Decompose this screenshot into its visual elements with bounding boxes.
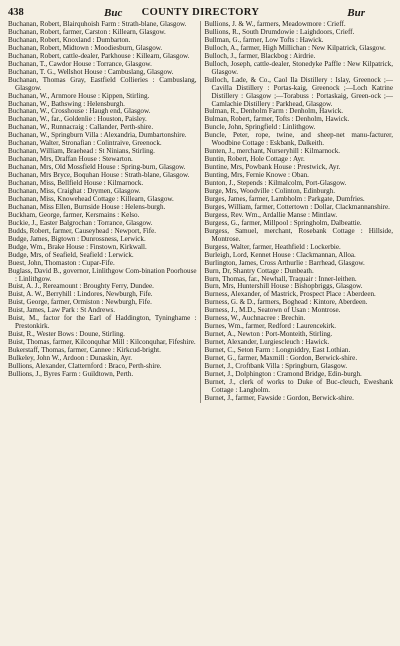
page-number: 438 (8, 7, 24, 18)
directory-entry: Buchanan, Mrs Bryce, Boquhan House : Strath-blane, Glasgow. (8, 171, 190, 180)
directory-entry: Buchanan, William, Braehead : St Ninians, Stirling. (8, 147, 155, 156)
directory-entry: Bulkeley, John W., Ardoon : Dunaskin, Ayr. (8, 354, 133, 363)
directory-entry: Bulloch, Lade, & Co., Caol Ila Distillery : Islay, Greenock ;—Cavilla Distillery : Portas-kaig, Greenock ;—Loch Katrine Distillery : Glasgow ;—Torabuss : Portaskaig, Green-ock ;—Camlachie Distillery : Parkhead, Glasgow. (204, 75, 393, 108)
directory-entry: Buist, M., factor for the Earl of Haddington, Tyninghame : Prestonkirk. (8, 314, 197, 331)
directory-entry: Burnet, J., Croftbank Villa : Springburn, Glasgow. (204, 361, 348, 370)
directory-entry: Buchanan, T. G., Wellshot House : Cambuslang, Glasgow. (8, 67, 174, 76)
directory-entry: Buchanan, Robert, farmer, Carston : Killearn, Glasgow. (8, 27, 166, 36)
directory-entry: Bunting, Mrs, Fernie Knowe : Oban. (204, 171, 309, 180)
directory-entry: Buist, James, Law Park : St Andrews. (8, 306, 115, 315)
directory-entry: Burgess, Samuel, merchant, Rosebank Cottage : Hillside, Montrose. (204, 226, 393, 243)
directory-entry: Bullions, J., Byres Farm : Guildtown, Perth. (8, 369, 134, 378)
directory-entry: Bulloch, J., farmer, Blackbog : Airdrie. (204, 51, 316, 60)
directory-entry: Burnet, Alexander, Lurgiescleuch : Hawick. (204, 338, 330, 347)
directory-entry: Bullman, G., farmer, Low Tofts : Hawick. (204, 35, 324, 44)
directory-entry: Buchanan, Walter, Stronafian : Colintraive, Greenock. (8, 139, 162, 148)
directory-entry: Budge, James, Bigtown : Dunrossness, Lerwick. (8, 234, 146, 243)
directory-entry: Buchanan, Thomas Gray, Eastfield Collieries : Cambuslang, Glasgow. (8, 75, 197, 92)
directory-entry: Burnet, J., Dolphington : Cramond Bridge, Edin-burgh. (204, 369, 362, 378)
guideword-left: Buc (104, 7, 123, 19)
directory-entry: Buchanan, W., Bathswing : Helensburgh. (8, 99, 125, 108)
directory-entry: Burges, William, farmer, Cottertown : Dollar, Clackmannanshire. (204, 202, 390, 211)
directory-entry: Burnet, J., clerk of works to Duke of Buc-cleuch, Eweshank Cottage : Langholm. (204, 377, 393, 394)
directory-entry: Burn, Dr, Shantry Cottage : Dunbeath. (204, 266, 314, 275)
directory-entry: Buckham, George, farmer, Kersmains : Kelso. (8, 210, 140, 219)
directory-entry: Buchanan, Robert, Midtown : Moodiesburn, Glasgow. (8, 43, 163, 52)
directory-entry: Buist, A. W., Berryhill : Lindores, Newburgh, Fife. (8, 290, 153, 299)
directory-entry: Burness, W., Auchnacree : Brechin. (204, 314, 306, 323)
directory-entry: Bunten, J., merchant, Nurseryhill : Kilmarnock. (204, 147, 341, 156)
directory-entry: Buncle, John, Springfield : Linlithgow. (204, 123, 316, 132)
directory-entry: Burn, Thomas, far., Newhall, Traquair : Inner-leithen. (204, 274, 357, 283)
directory-entry: Burnet, J., farmer, Fawside : Gordon, Berwick-shire. (204, 393, 354, 402)
directory-entry: Buchanan, Miss, Craighat : Drymen, Glasgow. (8, 187, 141, 196)
directory-entry: Burleigh, Lord, Kennet House : Clackmannan, Alloa. (204, 250, 356, 259)
directory-entry: Bullions, R., South Drumdowie : Laighdoors, Crieff. (204, 27, 355, 36)
directory-entry: Bukerstaff, Thomas, farmer, Cannee : Kirkcud-bright. (8, 346, 161, 355)
directory-entry: Buchanan, Robert, Blairquhoish Farm : Strath-blane, Glasgow. (8, 20, 187, 28)
directory-entry: Burnet, A., Newton : Port-Monteith, Stirling. (204, 330, 333, 339)
directory-entry: Buglass, David B., governor, Linlithgow Com-bination Poorhouse : Linlithgow. (8, 266, 197, 283)
directory-entry: Budds, Robert, farmer, Causeyhead : Newport, Fife. (8, 226, 157, 235)
right-column (200, 21, 394, 403)
directory-entry: Buchanan, Mrs, Draffan House : Stewarton. (8, 155, 133, 164)
directory-entry: Burge, Mrs, Woodville : Colinton, Edinburgh. (204, 187, 335, 196)
directory-entry: Buckie, J., Easter Balgrochan : Torrance, Glasgow. (8, 218, 153, 227)
directory-entry: Burness, Alexander, of Mastrick, Prospect Place : Aberdeen. (204, 290, 376, 299)
directory-entry: Burnet, C., Seton Farm : Longniddry, East Lothian. (204, 346, 351, 355)
directory-entry: Buchanan, W., far., Goldenlie : Houston, Paisley. (8, 115, 147, 124)
directory-entry: Bunton, J., Stepends : Kilmalcolm, Port-Glasgow. (204, 179, 347, 188)
directory-entry: Buchanan, W., Crosshouse : Haugh end, Glasgow. (8, 107, 151, 116)
directory-entry: Buchanan, W., Runnacraig : Callander, Perth-shire. (8, 123, 154, 132)
guideword-right: Bur (347, 7, 365, 19)
directory-entry: Buchanan, Robert, cattle-dealer, Parkhouse : Killearn, Glasgow. (8, 51, 190, 60)
directory-entry: Bulloch, A., farmer, High Millichan : New Kilpatrick, Glasgow. (204, 43, 386, 52)
directory-entry: Burges, James, farmer, Lambholm : Parkgate, Dumfries. (204, 194, 365, 203)
directory-entry: Bullions, J. & W., farmers, Meadowmore : Crieff. (204, 20, 346, 28)
directory-entry: Bulloch, Joseph, cattle-dealer, Stonedyke Paffle : New Kilpatrick, Glasgow. (204, 59, 393, 76)
directory-entry: Buntine, Mrs, Powbank House : Prestwick, Ayr. (204, 163, 341, 172)
directory-entry: Budge, Mrs, of Seafield, Seafield : Lerwick. (8, 250, 134, 259)
directory-entry: Burn, Mrs, Huntershill House : Bishopbriggs, Glasgow. (204, 282, 363, 291)
directory-entry: Buest, John, Thomaston : Cupar-Fife. (8, 258, 115, 267)
directory-entry: Buchanan, Robert, Knoxland : Dumbarton. (8, 35, 131, 44)
directory-entry: Buist, George, farmer, Ormiston : Newburgh, Fife. (8, 298, 152, 307)
directory-entry: Bulman, R., Denholm Farm : Denholm, Hawick. (204, 107, 344, 116)
directory-entry: Burgess, Rev. Wm., Ardallie Manse : Mintlaw. (204, 210, 338, 219)
directory-entry: Burgess, G., farmer, Millpool : Springholm, Dalbeattie. (204, 218, 362, 227)
directory-entry: Bulman, Robert, farmer, Tofts : Denholm, Hawick. (204, 115, 350, 124)
directory-entry: Burlington, James, Cross Arthurlie : Barrhead, Glasgow. (204, 258, 365, 267)
entry-columns (8, 21, 393, 403)
directory-entry: Burgess, Walter, farmer, Heathfield : Lockerbie. (204, 242, 341, 251)
directory-entry: Buncle, Peter, rope, twine, and sheep-net manu-facturer, Woodbine Cottage : Eskbank, Dalkeith. (204, 131, 393, 148)
left-column (8, 21, 200, 403)
directory-entry: Burness, J., M.D., Seatown of Usan : Montrose. (204, 306, 341, 315)
directory-entry: Buchanan, Miss Ellen, Burnside House : Helens-burgh. (8, 202, 166, 211)
directory-entry: Buist, R., Wester Bows : Doune, Stirling. (8, 330, 125, 339)
directory-entry: Buchanan, T., Cawdor House : Torrance, Glasgow. (8, 59, 152, 68)
directory-entry: Burnet, G., farmer, Maxmill : Gordon, Berwick-shire. (204, 354, 358, 363)
directory-entry: Buchanan, Mrs, Old Mossfield House : Spring-burn, Glasgow. (8, 163, 186, 172)
page-header (8, 6, 393, 20)
directory-entry: Buchanan, W., Springburn Villa : Alexandria, Dumbartonshire. (8, 131, 187, 140)
directory-entry: Burness, G. & D., farmers, Boghead : Kintore, Aberdeen. (204, 298, 368, 307)
directory-entry: Buchanan, W., Arnmore House : Kippen, Stirling. (8, 91, 150, 100)
directory-entry: Buchanan, Miss, Bellfield House : Kilmarnock. (8, 179, 144, 188)
page-title: COUNTY DIRECTORY (141, 7, 260, 18)
directory-entry: Buist, Thomas, farmer, Kilconquhar Mill : Kilconquhar, Fifeshire. (8, 338, 196, 347)
directory-entry: Buist, A. J., Rereamount : Broughty Ferry, Dundee. (8, 282, 154, 291)
directory-entry: Buchanan, Miss, Knowehead Cottage : Killearn, Glasgow. (8, 194, 174, 203)
directory-entry: Burnes, Wm., farmer, Redford : Laurencekirk. (204, 322, 337, 331)
directory-entry: Buntin, Robert, Hole Cottage : Ayr. (204, 155, 305, 164)
directory-entry: Budge, Wm., Brake House : Finstown, Kirkwall. (8, 242, 147, 251)
directory-entry: Bullions, Alexander, Clatternford : Braco, Perth-shire. (8, 361, 162, 370)
